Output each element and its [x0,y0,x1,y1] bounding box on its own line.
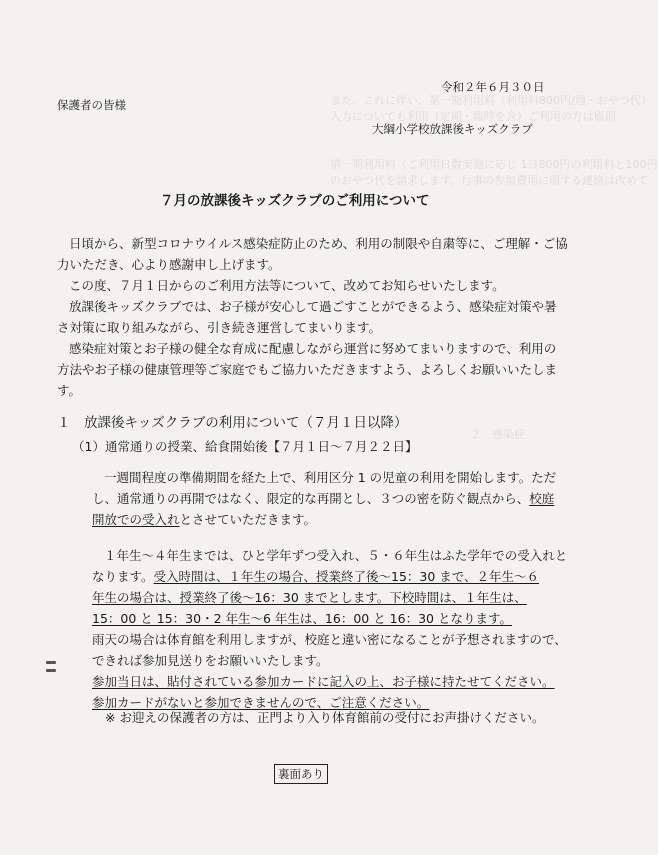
paragraph-line: なります。受入時間は、１年生の場合、授業終了後～15：30 まで、２年生～６ [92,569,540,584]
underlined-text: 開放での受入れ [92,512,180,527]
intro-line: この度、７月１日からのご利用方法等について、改めてお知らせいたします。 [69,278,505,293]
recipient: 保護者の皆様 [57,98,126,112]
document-date: 令和２年６月３０日 [441,80,545,94]
intro-text [57,233,568,401]
paragraph-line: 15：00 と 15：30・2 年生～6 年生は、16：00 と 16：30 となります。 [92,611,512,626]
paragraph-line: 参加当日は、貼付されている参加カードに記入の上、お子様に持たせてください。 [92,674,555,689]
intro-line: 方法やお子様の健康管理等ご家庭でもご協力いただきますよう、よろしくお願いいたしま [57,362,558,377]
show-through-text: 第一期利用料（ご利用日数実施に応じ 1日800円の利用料と100円 [330,158,658,171]
paragraph-1 [92,467,556,530]
intro-line: 放課後キッズクラブでは、お子様が安心して過ごすことができるよう、感染症対策や暑 [69,299,557,314]
intro-line: 力いただき、心より感謝申し上げます。 [57,257,281,272]
intro-line: 日頃から、新型コロナウイルス感染症防止のため、利用の制限や自粛等に、ご理解・ご協 [69,236,568,251]
paragraph-line: し、通常通りの再開ではなく、限定的な再開とし、３つの密を防ぐ観点から、校庭 [92,491,555,506]
paragraph-line: １年生～４年生までは、ひと学年ずつ受入れ、５・６年生はふた学年での受入れと [104,548,568,563]
section-heading: １ 放課後キッズクラブの利用について（７月１日以降） [57,415,408,431]
intro-line: さ対策に取り組みながら、引き続き運営してまいります。 [57,320,382,335]
show-through-text: のおやつ代を請求します。行事の参加費用に関する連絡は改めて [330,174,649,187]
paragraph-line: 年生の場合は、授業終了後～16：30 までとします。下校時間は、１年生は、 [92,590,527,605]
show-through-text: 入力についても利用（定期・臨時を含）ご利用の方は原則 [330,110,616,123]
punch-mark [46,661,56,664]
punch-mark [46,669,56,672]
pickup-note: ※ お迎えの保護者の方は、正門より入り体育館前の受付にお声掛けください。 [105,710,545,725]
paragraph-line: できれば参加見送りをお願いいたします。 [92,653,329,668]
underlined-text: 受入時間は、１年生の場合、授業終了後～15：30 まで、２年生～６ [153,569,540,584]
intro-line: す。 [57,383,82,398]
reverse-side-label: 裏面あり [274,764,328,784]
paragraph-line: 一週間程度の準備期間を経た上で、利用区分 1 の児童の利用を開始します。ただ [104,470,557,485]
paragraph-line: 開放での受入れとさせていただきます。 [92,512,317,527]
show-through-text: また、これに伴い、第一期利用料（利用料800円/週・おやつ代） [330,94,652,107]
paragraph-line: 参加カードがないと参加できませんので、ご注意ください。 [92,695,430,710]
paragraph-line: 雨天の場合は体育館を利用しますが、校庭と違い密になることが予想されますので、 [92,632,567,647]
section-subheading: （1）通常通りの授業、給食開始後【７月１日～７月２２日】 [72,439,418,454]
show-through-text: ２ 感染症 [470,428,525,441]
underlined-text: 校庭 [529,491,555,506]
intro-line: 感染症対策とお子様の健全な育成に配慮しながら運営に努めてまいりますので、利用の [69,341,557,356]
page-title: ７月の放課後キッズクラブのご利用について [160,193,430,209]
paragraph-2 [92,545,567,713]
sender: 大綱小学校放課後キッズクラブ [372,122,533,136]
